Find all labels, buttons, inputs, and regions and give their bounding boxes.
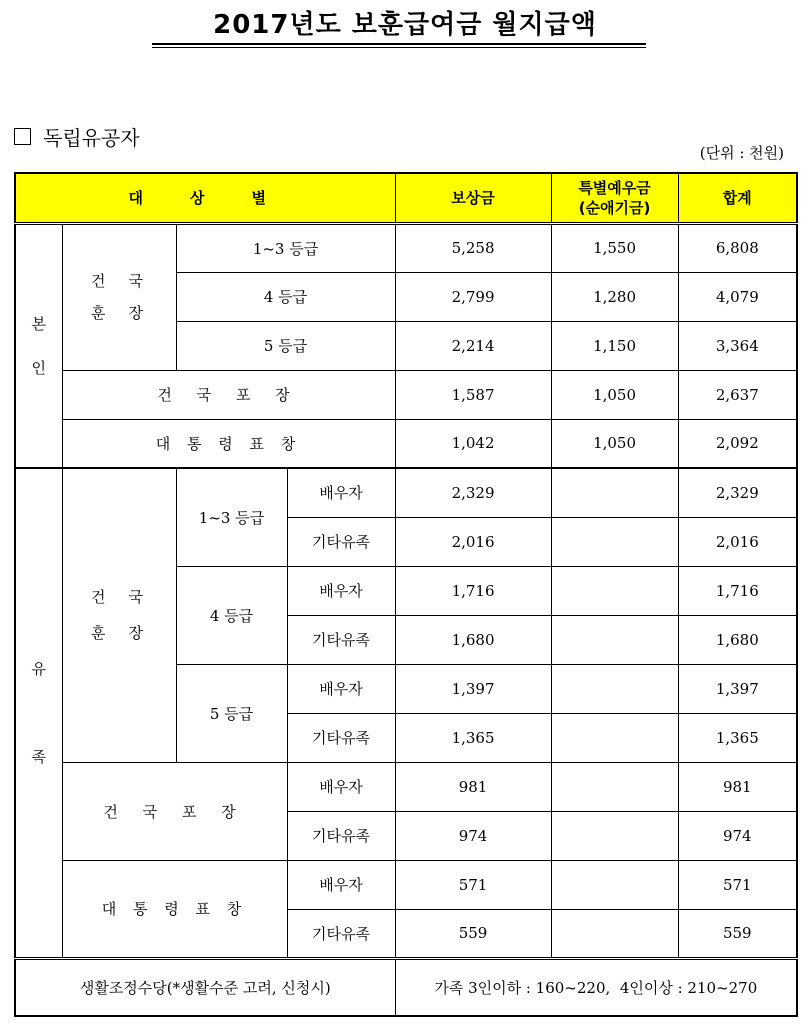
total-cell: 3,364: [678, 321, 797, 370]
comp-cell: 1,680: [395, 615, 551, 664]
table-row: [15, 223, 797, 272]
comp-cell: 1,042: [395, 419, 551, 468]
category-label: 건 국 포 장: [62, 370, 395, 419]
total-cell: 1,716: [678, 566, 797, 615]
other-family-label: 기타유족: [287, 615, 395, 664]
total-cell: 2,329: [678, 468, 797, 517]
title-underline-thin: [152, 47, 646, 48]
table-row: [15, 860, 797, 909]
header-category: 대 상 별: [15, 173, 395, 223]
table-row: [15, 419, 797, 468]
other-family-label: 기타유족: [287, 713, 395, 762]
total-cell: 981: [678, 762, 797, 811]
total-cell: 559: [678, 909, 797, 958]
page-title: 2017년도 보훈급여금 월지급액: [213, 10, 597, 40]
comp-cell: 981: [395, 762, 551, 811]
special-cell: 1,050: [551, 370, 678, 419]
allowance-value: 가족 3인이하 : 160~220, 4인이상 : 210~270: [395, 958, 797, 1016]
title-underline: [152, 43, 646, 45]
unit-label: (단위 : 천원): [699, 144, 784, 162]
spouse-label: 배우자: [287, 664, 395, 713]
comp-cell: 1,397: [395, 664, 551, 713]
special-cell: 1,280: [551, 272, 678, 321]
category-label: 대 통 령 표 창: [62, 860, 287, 958]
total-cell: 1,680: [678, 615, 797, 664]
total-cell: 1,397: [678, 664, 797, 713]
comp-cell: 1,365: [395, 713, 551, 762]
total-cell: 2,637: [678, 370, 797, 419]
merit-order-label: 건 국 훈 장: [62, 468, 176, 762]
grade-label: 4 등급: [176, 272, 395, 321]
special-cell: [551, 615, 678, 664]
table-row: [15, 370, 797, 419]
other-family-label: 기타유족: [287, 517, 395, 566]
grade-label: 5 등급: [176, 321, 395, 370]
comp-cell: 2,329: [395, 468, 551, 517]
comp-cell: 5,258: [395, 223, 551, 272]
special-cell: [551, 860, 678, 909]
special-cell: [551, 664, 678, 713]
table-header-row: [15, 173, 797, 223]
comp-cell: 559: [395, 909, 551, 958]
special-cell: [551, 566, 678, 615]
category-label: 대 통 령 표 창: [62, 419, 395, 468]
comp-cell: 1,716: [395, 566, 551, 615]
other-family-label: 기타유족: [287, 909, 395, 958]
spouse-label: 배우자: [287, 566, 395, 615]
grade-label: 5 등급: [176, 664, 287, 762]
comp-cell: 2,016: [395, 517, 551, 566]
spouse-label: 배우자: [287, 468, 395, 517]
comp-cell: 974: [395, 811, 551, 860]
total-cell: 2,092: [678, 419, 797, 468]
section-title: 독립유공자: [43, 126, 140, 150]
grade-label: 4 등급: [176, 566, 287, 664]
spouse-label: 배우자: [287, 762, 395, 811]
special-cell: [551, 811, 678, 860]
total-cell: 1,365: [678, 713, 797, 762]
header-compensation: 보상금: [395, 173, 551, 223]
checkbox-icon: [14, 128, 31, 145]
total-cell: 6,808: [678, 223, 797, 272]
grade-label: 1~3 등급: [176, 223, 395, 272]
allowance-label: 생활조정수당(*생활수준 고려, 신청시): [15, 958, 395, 1016]
special-cell: 1,150: [551, 321, 678, 370]
special-cell: [551, 468, 678, 517]
table-row: [15, 762, 797, 811]
special-cell: [551, 762, 678, 811]
footer-row: [15, 958, 797, 1016]
special-cell: [551, 517, 678, 566]
header-total: 합계: [678, 173, 797, 223]
spouse-label: 배우자: [287, 860, 395, 909]
special-cell: [551, 713, 678, 762]
total-cell: 2,016: [678, 517, 797, 566]
section-heading: [14, 122, 140, 151]
total-cell: 974: [678, 811, 797, 860]
comp-cell: 2,214: [395, 321, 551, 370]
header-special: 특별예우금 (순애기금): [551, 173, 678, 223]
comp-cell: 2,799: [395, 272, 551, 321]
comp-cell: 571: [395, 860, 551, 909]
category-label: 건 국 포 장: [62, 762, 287, 860]
grade-label: 1~3 등급: [176, 468, 287, 566]
group-self: 본 인: [15, 223, 62, 468]
special-cell: 1,050: [551, 419, 678, 468]
table-row: [15, 468, 797, 517]
merit-order-label: 건 국 훈 장: [62, 223, 176, 370]
group-family: 유 족: [15, 468, 62, 958]
comp-cell: 1,587: [395, 370, 551, 419]
special-cell: [551, 909, 678, 958]
total-cell: 4,079: [678, 272, 797, 321]
special-cell: 1,550: [551, 223, 678, 272]
other-family-label: 기타유족: [287, 811, 395, 860]
total-cell: 571: [678, 860, 797, 909]
benefit-table: [14, 172, 798, 1017]
